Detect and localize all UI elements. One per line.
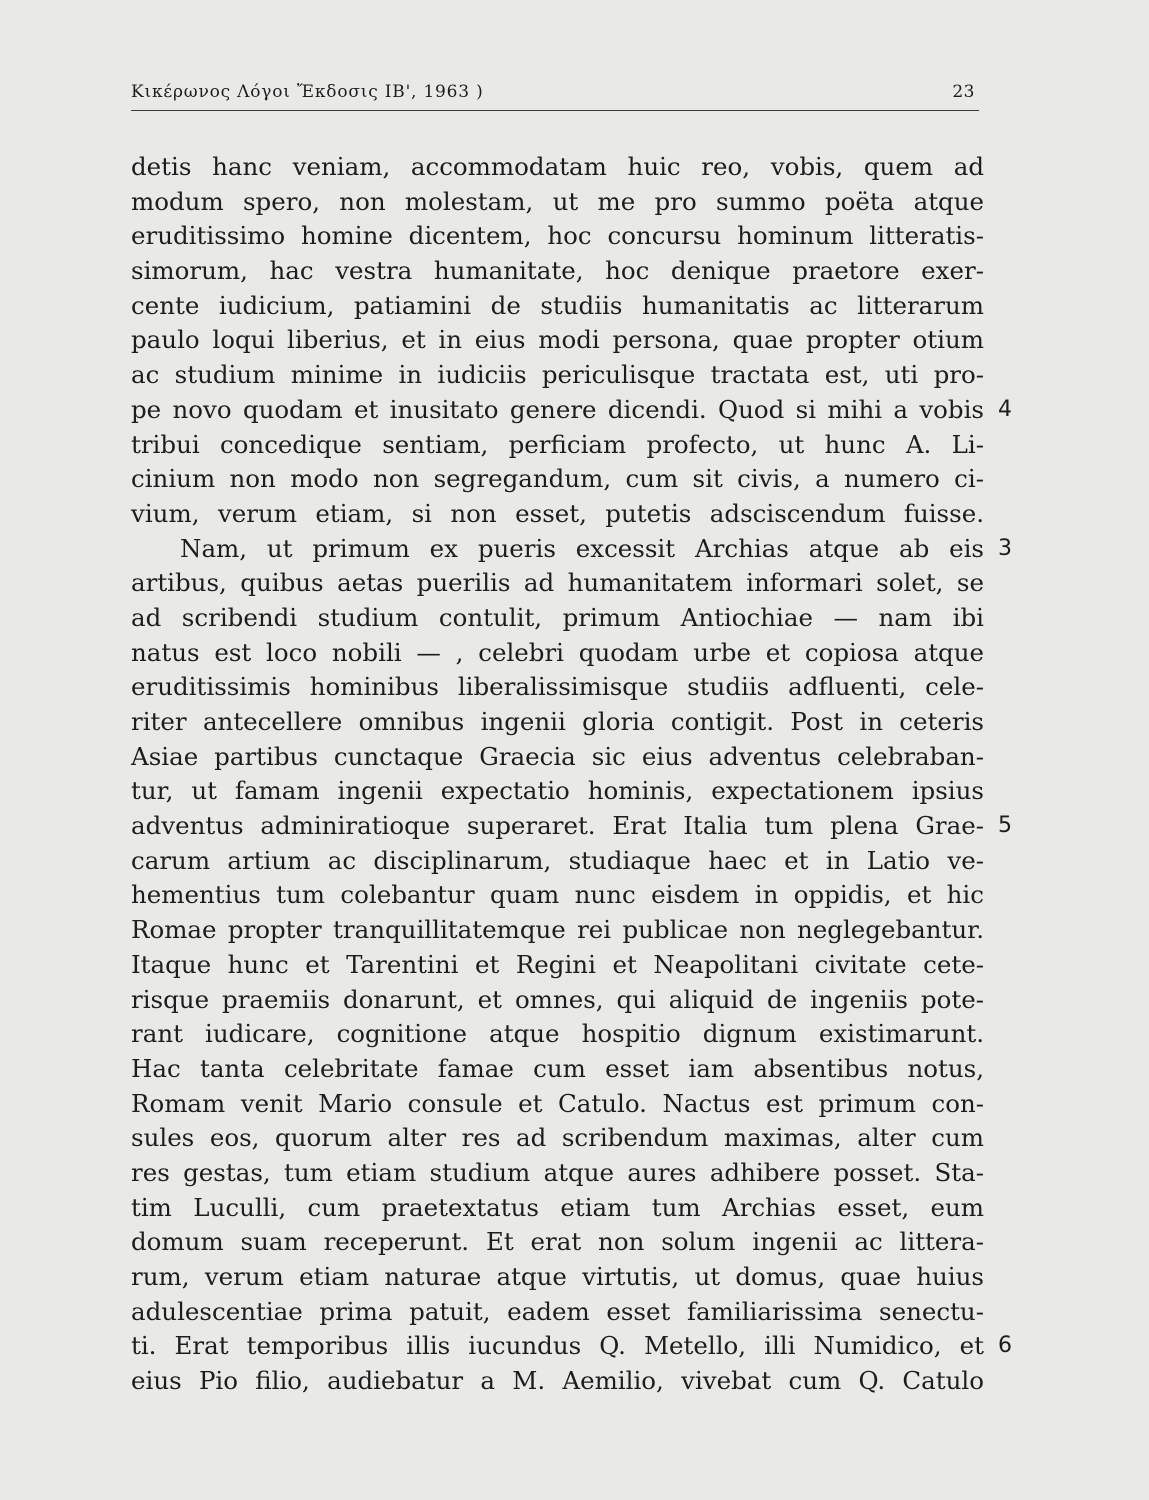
text-line-content: domum suam receperunt. Et erat non solum ingenii ac littera- xyxy=(131,1227,984,1257)
text-line xyxy=(131,393,1012,428)
text-line-content: hementius tum colebantur quam nunc eisdem in oppidis, et hic xyxy=(131,880,984,910)
text-line-content: eruditissimo homine dicentem, hoc concursu hominum litteratis- xyxy=(131,221,984,251)
page-number: 23 xyxy=(952,82,975,102)
text-line xyxy=(131,1329,1012,1364)
text-line xyxy=(131,254,984,289)
text-line xyxy=(131,289,984,324)
text-line xyxy=(131,1295,984,1330)
text-line-content: rant iudicare, cognitione atque hospitio dignum existimarunt. xyxy=(131,1019,984,1049)
text-line-content: cinium non modo non segregandum, cum sit civis, a numero ci- xyxy=(131,464,984,494)
running-head: Κικέρωνος Λόγοι Ἔκδοσις ΙΒ', 1963 ) xyxy=(131,82,484,102)
text-line-content: riter antecellere omnibus ingenii gloria contigit. Post in ceteris xyxy=(131,707,984,736)
text-line-content: natus est loco nobili — , celebri quodam urbe et copiosa atque xyxy=(131,637,984,667)
text-line xyxy=(131,1017,984,1052)
text-line xyxy=(131,1052,984,1087)
section-number: 3 xyxy=(998,535,1012,561)
page-header xyxy=(131,78,979,111)
text-line-content: Nam, ut primum ex pueris excessit Archias atque ab eis xyxy=(180,533,984,563)
text-line-content: detis hanc veniam, accommodatam huic reo, vobis, quem ad xyxy=(131,152,984,181)
text-line xyxy=(131,219,984,254)
text-line-content: Romam venit Mario consule et Catulo. Nactus est primum con- xyxy=(131,1088,984,1118)
text-line-content: paulo loqui liberius, et in eius modi persona, quae propter otium xyxy=(131,325,984,355)
body-text xyxy=(131,150,1012,1399)
text-line-content: adventus adminiratioque superaret. Erat Italia tum plena Grae- xyxy=(131,811,984,841)
text-line xyxy=(131,358,984,393)
text-line xyxy=(131,1225,984,1260)
text-line xyxy=(131,566,984,601)
text-line xyxy=(131,462,984,497)
text-line xyxy=(131,948,984,983)
text-line xyxy=(131,983,984,1018)
text-line-content: vium, verum etiam, si non esset, putetis adsciscendum fuisse. xyxy=(131,498,984,528)
text-line-content: eruditissimis hominibus liberalissimisque studiis adfluenti, cele- xyxy=(131,672,984,702)
text-line-content: modum spero, non molestam, ut me pro summo poëta atque xyxy=(131,186,984,216)
text-line-content: Asiae partibus cunctaque Graecia sic eius adventus celebraban- xyxy=(131,741,984,771)
text-line-content: tribui concedique sentiam, perficiam profecto, ut hunc A. Li- xyxy=(131,429,984,459)
text-line xyxy=(131,913,984,948)
text-line-content: pe novo quodam et inusitato genere dicendi. Quod si mihi a vobis xyxy=(131,394,984,424)
text-line-content: rum, verum etiam naturae atque virtutis, ut domus, quae huius xyxy=(131,1262,984,1291)
text-line xyxy=(131,705,984,740)
text-line-content: adulescentiae prima patuit, eadem esset familiarissima senectu- xyxy=(131,1296,984,1326)
text-line xyxy=(131,844,984,879)
text-line-content: sules eos, quorum alter res ad scribendum maximas, alter cum xyxy=(131,1123,984,1153)
text-line-content: Hac tanta celebritate famae cum esset iam absentibus notus, xyxy=(131,1053,984,1083)
text-line-content: tur, ut famam ingenii expectatio hominis, expectationem ipsius xyxy=(131,776,984,806)
text-line-content: ti. Erat temporibus illis iucundus Q. Metello, illi Numidico, et xyxy=(131,1331,984,1361)
text-line xyxy=(131,428,984,463)
section-number: 6 xyxy=(998,1333,1012,1359)
text-line-content: Itaque hunc et Tarentini et Regini et Neapolitani civitate cete- xyxy=(131,949,984,979)
text-line-content: risque praemiis donarunt, et omnes, qui aliquid de ingeniis pote- xyxy=(131,984,984,1014)
text-line xyxy=(131,774,984,809)
text-line xyxy=(131,636,984,671)
text-line xyxy=(131,740,984,775)
text-line xyxy=(131,1260,984,1295)
text-line xyxy=(131,670,984,705)
text-line-content: res gestas, tum etiam studium atque aures adhibere posset. Sta- xyxy=(131,1157,984,1187)
text-line xyxy=(131,497,984,532)
text-line-content: tim Luculli, cum praetextatus etiam tum Archias esset, eum xyxy=(131,1192,984,1222)
text-line-content: ad scribendi studium contulit, primum Antiochiae — nam ibi xyxy=(131,602,984,632)
text-line xyxy=(131,532,1012,567)
text-line-content: Romae propter tranquillitatemque rei publicae non neglegebantur. xyxy=(131,915,984,945)
text-line-content: simorum, hac vestra humanitate, hoc denique praetore exer- xyxy=(131,256,984,286)
text-line-content: artibus, quibus aetas puerilis ad humanitatem informari solet, se xyxy=(131,568,984,598)
text-line-content: cente iudicium, patiamini de studiis humanitatis ac litterarum xyxy=(131,290,984,320)
text-line xyxy=(131,150,984,185)
text-line xyxy=(131,809,1012,844)
section-number: 4 xyxy=(998,396,1012,422)
text-line xyxy=(131,1364,984,1399)
text-line xyxy=(131,1191,984,1226)
text-line xyxy=(131,185,984,220)
text-line xyxy=(131,323,984,358)
text-line-content: ac studium minime in iudiciis periculisque tractata est, uti pro- xyxy=(131,360,984,390)
section-number: 5 xyxy=(998,813,1012,839)
text-line-content: carum artium ac disciplinarum, studiaque haec et in Latio ve- xyxy=(131,845,984,875)
text-line-content: eius Pio filio, audiebatur a M. Aemilio, vivebat cum Q. Catulo xyxy=(131,1366,984,1396)
text-line xyxy=(131,601,984,636)
text-line xyxy=(131,878,984,913)
text-line xyxy=(131,1121,984,1156)
text-line xyxy=(131,1087,984,1122)
text-line xyxy=(131,1156,984,1191)
